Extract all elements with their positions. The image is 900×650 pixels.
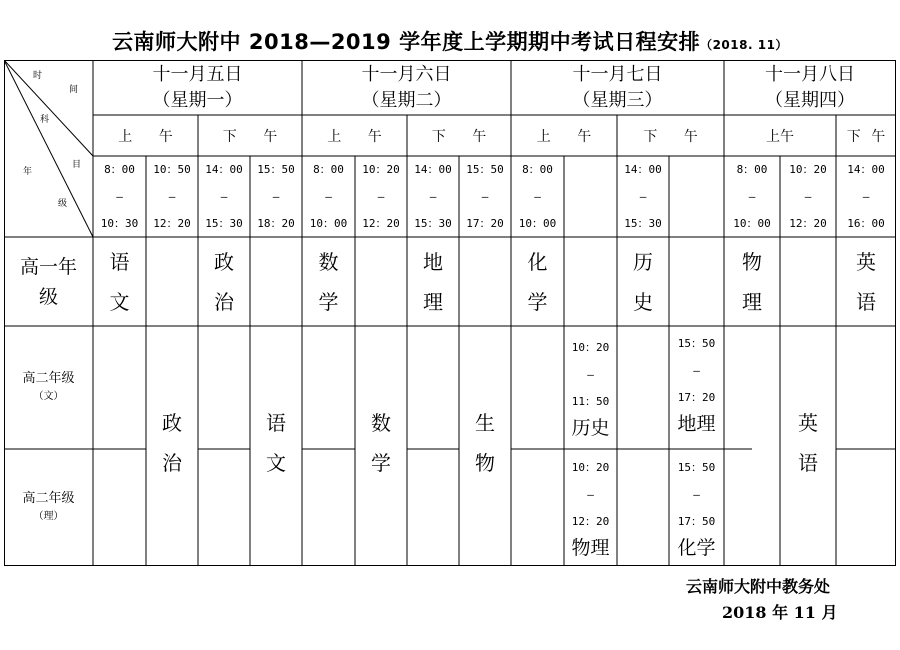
corner-label-eye: 目	[72, 160, 82, 170]
exam-subject-g2-merged: 英 语	[798, 411, 818, 475]
half-header-am-4: 上午	[766, 128, 794, 145]
time-slot: 14：00 — 16：00	[847, 163, 885, 230]
time-slot: 10：20 — 12：20	[789, 163, 827, 230]
exam-subject-g1: 历 史	[633, 249, 653, 314]
time-slot: 8：00 — 10：00	[733, 163, 771, 230]
exam-subject-g2-merged: 生 物	[475, 411, 495, 475]
exam-subject-g2-merged: 语 文	[266, 411, 286, 475]
exam-subject-g1: 物 理	[742, 249, 762, 314]
time-slot: 8：00 — 10：00	[309, 163, 348, 230]
time-slot: 10：20 — 12：20	[362, 163, 400, 230]
day-date: 十一月八日	[765, 63, 855, 85]
half-header-pm-2: 下 午	[431, 128, 487, 145]
title-suffix: （2018. 11）	[700, 38, 788, 52]
time-slot: 14：00 — 15：30	[624, 163, 662, 230]
exam-slot-g2-science-physics: 10：20 — 12：20 物理	[571, 461, 610, 559]
exam-subject-g1: 数 学	[318, 249, 339, 314]
day-date: 十一月六日	[361, 63, 452, 85]
day-weekday: （星期二）	[361, 89, 452, 111]
corner-label-subject: 科	[40, 115, 50, 125]
day-date: 十一月七日	[572, 63, 663, 85]
time-slot: 14：00 — 15：30	[414, 163, 452, 230]
corner-label-grade: 级	[58, 199, 68, 209]
time-slot: 14：00 — 15：30	[205, 163, 243, 230]
exam-slot-g2-arts-geography: 15：50 — 17：20 地理	[677, 337, 716, 435]
footer-office: 云南师大附中教务处	[686, 577, 831, 596]
exam-subject-g1: 英 语	[856, 249, 876, 314]
corner-label-time: 时	[33, 71, 43, 81]
half-header-pm-3: 下 午	[643, 128, 698, 145]
time-slot: 15：50 — 18：20	[257, 163, 295, 230]
time-slot: 15：50 — 17：20	[466, 163, 504, 230]
exam-slot-g2-science-chemistry: 15：50 — 17：50 化学	[677, 461, 716, 559]
exam-slot-g2-arts-history: 10：20 — 11：50 历史	[571, 341, 610, 439]
day-weekday: （星期四）	[765, 89, 855, 111]
exam-subject-g1: 地 理	[423, 249, 443, 314]
half-header-am-3: 上 午	[536, 128, 592, 145]
day-header-1	[93, 60, 302, 115]
footer-date: 2018 年 11 月	[722, 603, 838, 622]
day-weekday: （星期三）	[572, 89, 663, 111]
exam-subject-g1: 化 学	[527, 249, 548, 314]
day-header-2	[302, 60, 511, 115]
time-slot: 10：50 — 12：20	[153, 163, 191, 230]
half-header-pm-1: 下 午	[222, 128, 278, 145]
exam-subject-g2-merged: 政 治	[162, 411, 182, 475]
day-date: 十一月五日	[152, 63, 243, 85]
time-slot: 8：00 — 10：30	[100, 163, 139, 230]
corner-label-year: 年	[23, 167, 33, 177]
exam-subject-g2-merged: 数 学	[371, 411, 391, 475]
day-header-3	[511, 60, 724, 115]
day-header-4	[724, 60, 896, 115]
title-main: 云南师大附中 2018—2019 学年度上学期期中考试日程安排	[112, 30, 701, 54]
exam-subject-g1: 政 治	[214, 249, 234, 314]
corner-label-between: 间	[69, 85, 79, 95]
half-header-am-1: 上 午	[118, 128, 173, 145]
exam-subject-g1: 语 文	[109, 249, 130, 314]
time-slot: 8：00 — 10：00	[518, 163, 557, 230]
schedule-table	[4, 60, 896, 566]
grade-label-g2-arts: 高二年级 （文）	[22, 370, 75, 402]
page-title	[0, 26, 900, 56]
half-header-pm-4: 下 午	[846, 128, 886, 145]
grade-label-g1: 高一年 级	[19, 255, 77, 308]
half-header-am-2: 上 午	[327, 128, 382, 145]
day-weekday: （星期一）	[152, 89, 243, 111]
grade-label-g2-science: 高二年级 （理）	[22, 490, 75, 522]
